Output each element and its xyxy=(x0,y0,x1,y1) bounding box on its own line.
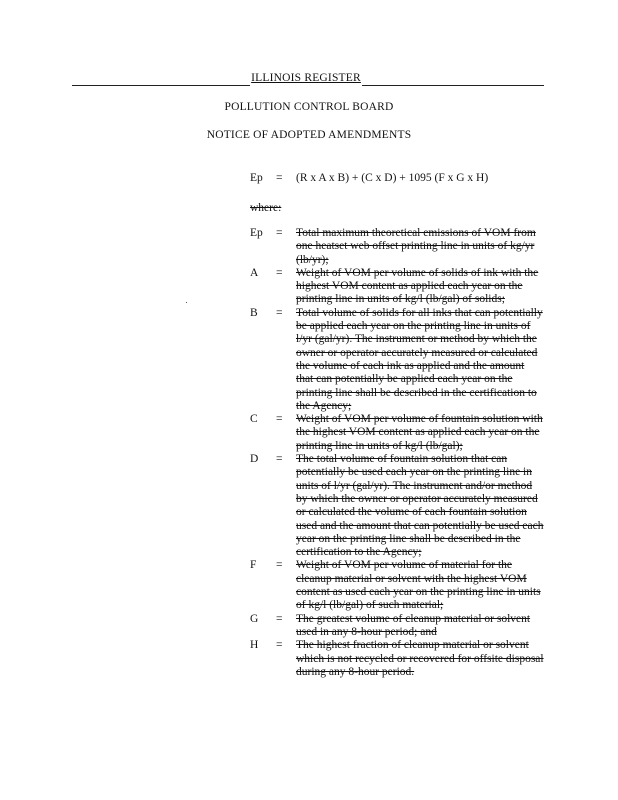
definition-separator: = xyxy=(276,266,283,279)
definition-symbol: D xyxy=(250,453,259,466)
definition-separator: = xyxy=(276,559,283,572)
definition-item xyxy=(250,559,550,612)
definition-symbol: H xyxy=(250,639,259,652)
definition-text: Weight of VOM per volume of material for the cleanup material or solvent with the highest VOM content as used each year on the printing line in units of kg/l (lb/gal) of such material; xyxy=(296,559,541,612)
definition-text: Total volume of solids for all inks that can potentially be applied each year on the printing line in units of l/yr (gal/yr). The instrument or method by which the owner or operator accurately measured or calculated the volume of each ink as applied and the amount that can potentially be applied each year on the printing line shall be described in the certification to the Agency; xyxy=(296,306,543,412)
definition-text: The greatest volume of cleanup material or solvent used in any 8-hour period; and xyxy=(296,612,531,638)
definition-item xyxy=(250,413,550,453)
definition-text: Weight of VOM per volume of fountain solution with the highest VOM content as applied each year on the printing line in units of kg/l (lb/gal); xyxy=(296,413,543,452)
board-name: POLLUTION CONTROL BOARD xyxy=(224,101,394,113)
definition-item xyxy=(250,453,550,559)
definition-separator: = xyxy=(276,639,283,652)
definition-symbol: F xyxy=(250,559,257,572)
definition-text: The total volume of fountain solution that can potentially be used each year on the printing line in units of l/yr (gal/yr). The instrument and/or method by which the owner or operator accurately measured or calculated the volume of each fountain solution used and the amount that can potentially be used each year on the printing line shall be described in the certification to the Agency; xyxy=(296,453,544,559)
definition-symbol: G xyxy=(250,612,259,625)
definitions-list xyxy=(250,227,550,679)
definition-separator: = xyxy=(276,306,283,319)
definition-separator: = xyxy=(276,612,283,625)
definition-text: The highest fraction of cleanup material or solvent which is not recycled or recovered for offsite disposal during any 8-hour period. xyxy=(296,639,544,678)
equation-equals: = xyxy=(276,172,283,184)
where-label: where: xyxy=(250,202,282,214)
definition-item xyxy=(250,267,550,307)
header-rule-right xyxy=(362,85,544,86)
definition-item xyxy=(250,307,550,413)
definition-symbol: A xyxy=(250,266,259,279)
definition-item xyxy=(250,613,550,640)
definition-symbol: Ep xyxy=(250,227,263,239)
definition-separator: = xyxy=(276,453,283,466)
register-title: ILLINOIS REGISTER xyxy=(251,72,361,84)
definition-separator: = xyxy=(276,227,283,239)
definition-separator: = xyxy=(276,413,283,426)
definition-item xyxy=(250,227,550,267)
equation-lhs: Ep xyxy=(250,172,263,184)
scan-speck xyxy=(186,302,187,303)
header-rule-left xyxy=(72,85,250,86)
notice-title: NOTICE OF ADOPTED AMENDMENTS xyxy=(206,129,412,141)
equation-rhs: (R x A x B) + (C x D) + 1095 (F x G x H) xyxy=(296,172,489,184)
definition-symbol: B xyxy=(250,306,258,319)
definition-text: Weight of VOM per volume of solids of ink with the highest VOM content as applied each year on the printing line in units of kg/l (lb/gal) of solids; xyxy=(296,266,539,306)
definition-text: Total maximum theoretical emissions of VOM from one heatset web offset printing line in units of kg/yr (lb/yr); xyxy=(296,227,536,266)
definition-symbol: C xyxy=(250,413,258,426)
definition-item xyxy=(250,639,550,679)
